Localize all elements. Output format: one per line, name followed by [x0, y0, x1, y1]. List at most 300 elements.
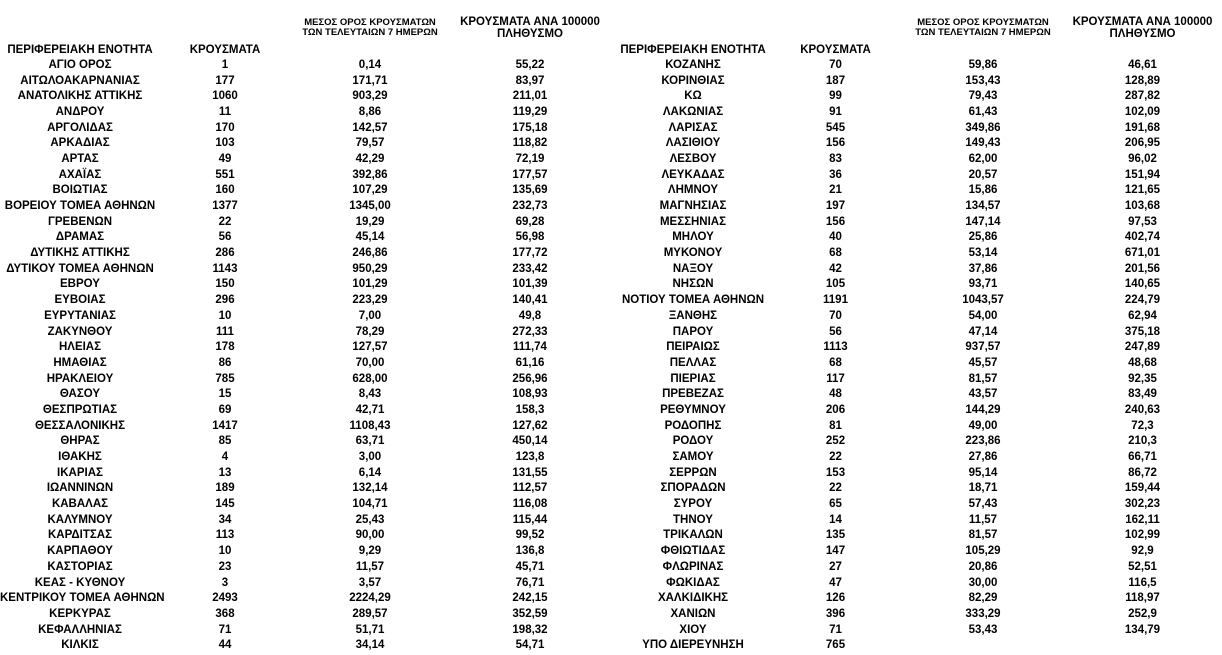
per-100000-cell: 46,61 [1128, 58, 1157, 71]
cases-cell: 1143 [212, 262, 238, 275]
per-100000-cell: 118,82 [512, 137, 548, 150]
per-100000-cell: 115,44 [512, 513, 548, 526]
per-100000-cell: 112,57 [512, 482, 548, 495]
average-cell: 223,86 [965, 435, 1001, 448]
cases-cell: 15 [218, 388, 232, 401]
table-row [618, 88, 1222, 104]
region-name-cell: ΣΥΡΟΥ [673, 498, 713, 511]
region-name-cell: ΠΑΡΟΥ [672, 325, 714, 338]
per-100000-cell: 242,15 [512, 592, 548, 605]
region-name-cell: ΣΑΜΟΥ [672, 451, 714, 464]
table-row [618, 434, 1222, 450]
per-100000-cell: 52,51 [1128, 560, 1157, 573]
table-row [618, 606, 1222, 622]
table-row [618, 245, 1222, 261]
table-row [618, 308, 1222, 324]
average-cell: 289,57 [352, 607, 388, 620]
average-cell: 392,86 [352, 168, 388, 181]
table-row [618, 590, 1222, 606]
per-100000-cell: 123,8 [515, 451, 545, 464]
table-row [0, 590, 610, 606]
table-row [0, 261, 610, 277]
per-100000-cell: 62,94 [1128, 309, 1157, 322]
average-cell: 54,00 [968, 309, 998, 322]
average-cell: 18,71 [968, 482, 998, 495]
average-cell: 105,29 [965, 545, 1001, 558]
per-100000-cell: 375,18 [1124, 325, 1161, 338]
region-name-cell: ΝΗΣΩΝ [672, 278, 714, 291]
average-cell: 57,43 [968, 498, 998, 511]
table-row [0, 418, 610, 434]
average-cell: 132,14 [352, 482, 388, 495]
per-100000-cell: 206,95 [1124, 137, 1161, 150]
average-cell: 134,57 [965, 200, 1001, 213]
cases-cell: 1 [221, 58, 229, 71]
table-row [0, 434, 610, 450]
per-100000-cell: 66,71 [1128, 451, 1157, 464]
average-cell: 1108,43 [349, 419, 391, 432]
table-row [0, 292, 610, 308]
table-row [0, 167, 610, 183]
average-cell: 45,14 [355, 231, 385, 244]
per-100000-cell: 352,59 [512, 607, 548, 620]
left-rows [0, 57, 610, 653]
cases-cell: 22 [829, 482, 842, 495]
average-cell: 20,57 [968, 168, 998, 181]
table-row [0, 245, 610, 261]
table-row [0, 559, 610, 575]
per-100000-cell: 272,33 [512, 325, 548, 338]
cases-cell: 3 [221, 576, 229, 589]
header-cases [160, 0, 290, 58]
header-region-label: ΠΕΡΙΦΕΡΕΙΑΚΗ ΕΝΟΤΗΤΑ [620, 43, 766, 56]
average-cell: 45,57 [968, 356, 998, 369]
average-cell: 223,29 [352, 294, 388, 307]
per-100000-cell: 55,22 [515, 58, 545, 71]
table-row [618, 261, 1222, 277]
region-name-cell: ΚΑΒΑΛΑΣ [51, 498, 109, 511]
average-cell: 27,86 [968, 451, 998, 464]
region-name-cell: ΛΑΡΙΣΑΣ [668, 121, 718, 134]
region-name-cell: ΛΑΣΙΘΙΟΥ [665, 137, 721, 150]
table-row [618, 512, 1222, 528]
cases-cell: 71 [218, 623, 232, 636]
per-100000-cell: 211,01 [512, 90, 548, 103]
cases-cell: 27 [829, 560, 842, 573]
table-row [618, 481, 1222, 497]
header-per-100000 [1063, 0, 1222, 58]
cases-cell: 14 [829, 513, 842, 526]
per-100000-cell: 175,18 [512, 121, 548, 134]
table-row [0, 528, 610, 544]
region-name-cell: ΗΡΑΚΛΕΙΟΥ [46, 372, 114, 385]
cases-cell: 1113 [823, 341, 848, 354]
per-100000-cell: 56,98 [515, 231, 545, 244]
per-100000-cell: 162,11 [1125, 513, 1160, 526]
cases-cell: 551 [215, 168, 235, 181]
region-name-cell: ΑΡΓΟΛΙΔΑΣ [47, 121, 113, 134]
table-row [0, 198, 610, 214]
average-cell: 81,57 [968, 529, 998, 542]
table-row [0, 104, 610, 120]
cases-cell: 99 [829, 90, 842, 103]
average-cell: 11,57 [355, 560, 385, 573]
per-100000-cell: 140,41 [512, 294, 548, 307]
region-name-cell: ΤΗΝΟΥ [673, 513, 713, 526]
average-cell: 59,86 [968, 58, 998, 71]
average-cell: 93,71 [968, 278, 998, 291]
region-name-cell: ΣΕΡΡΩΝ [669, 466, 717, 479]
table-row [618, 135, 1222, 151]
per-100000-cell: 232,73 [512, 200, 548, 213]
average-cell: 127,57 [352, 341, 388, 354]
per-100000-cell: 240,63 [1124, 403, 1161, 416]
cases-cell: 126 [825, 592, 846, 605]
per-100000-cell: 119,29 [512, 105, 548, 118]
region-name-cell: ΝΟΤΙΟΥ ΤΟΜΕΑ ΑΘΗΝΩΝ [621, 294, 765, 307]
cases-cell: 177 [215, 74, 235, 87]
region-name-cell: ΡΕΘΥΜΝΟΥ [660, 403, 726, 416]
header-average-line1: ΜΕΣΟΣ ΟΡΟΣ ΚΡΟΥΣΜΑΤΩΝ [304, 17, 436, 29]
region-name-cell: ΠΡΕΒΕΖΑΣ [662, 388, 724, 401]
region-name-cell: ΕΒΡΟΥ [60, 278, 100, 291]
region-name-cell: ΡΟΔΟΥ [672, 435, 714, 448]
cases-cell: 44 [218, 639, 232, 652]
table-row [0, 120, 610, 136]
header-average-line1: ΜΕΣΟΣ ΟΡΟΣ ΚΡΟΥΣΜΑΤΩΝ [917, 17, 1049, 29]
region-name-cell: ΒΟΡΕΙΟΥ ΤΟΜΕΑ ΑΘΗΝΩΝ [4, 200, 156, 213]
table-row [0, 214, 610, 230]
per-100000-cell: 111,74 [513, 341, 547, 354]
table-row [618, 637, 1222, 653]
average-cell: 42,29 [355, 152, 385, 165]
region-name-cell: ΔΥΤΙΚΟΥ ΤΟΜΕΑ ΑΘΗΝΩΝ [6, 262, 154, 275]
table-row [0, 496, 610, 512]
cases-cell: 22 [218, 215, 232, 228]
region-name-cell: ΚΕΡΚΥΡΑΣ [49, 607, 111, 620]
table-row [618, 575, 1222, 591]
table-row [0, 183, 610, 199]
average-cell: 63,71 [355, 435, 385, 448]
header-average [903, 0, 1063, 59]
per-100000-cell: 198,32 [512, 623, 548, 636]
cases-cell: 71 [829, 623, 842, 636]
header-average-line2: ΤΩΝ ΤΕΛΕΥΤΑΙΩΝ 7 ΗΜΕΡΩΝ [915, 27, 1051, 38]
table-row [618, 418, 1222, 434]
region-name-cell: ΙΩΑΝΝΙΝΩΝ [46, 482, 114, 495]
cases-cell: 545 [825, 121, 846, 134]
region-name-cell: ΙΚΑΡΙΑΣ [57, 466, 103, 479]
table-row [0, 324, 610, 340]
table-row [0, 230, 610, 246]
region-name-cell: ΧΑΝΙΩΝ [670, 607, 716, 620]
per-100000-cell: 45,71 [515, 560, 545, 573]
average-cell: 15,86 [968, 184, 998, 197]
per-100000-cell: 102,99 [1124, 529, 1161, 542]
cases-cell: 65 [829, 498, 842, 511]
region-name-cell: ΦΩΚΙΔΑΣ [666, 576, 720, 589]
per-100000-cell: 151,94 [1124, 168, 1161, 181]
cases-cell: 2493 [212, 592, 238, 605]
region-name-cell: ΚΟΡΙΝΘΙΑΣ [661, 74, 725, 87]
region-name-cell: ΤΡΙΚΑΛΩΝ [663, 529, 723, 542]
per-100000-cell: 140,65 [1124, 278, 1161, 291]
per-100000-cell: 302,23 [1124, 498, 1161, 511]
table-row [618, 167, 1222, 183]
region-name-cell: ΝΑΞΟΥ [672, 262, 714, 275]
cases-cell: 156 [825, 137, 846, 150]
header-per-line2: ΠΛΗΘΥΣΜΟ [1109, 28, 1176, 40]
header-per-line1: ΚΡΟΥΣΜΑΤΑ ΑΝΑ 100000 [460, 15, 600, 28]
cases-cell: 69 [218, 403, 232, 416]
table-row [618, 198, 1222, 214]
average-cell: 8,86 [358, 105, 382, 118]
per-100000-cell: 108,93 [512, 388, 548, 401]
average-cell: 9,29 [358, 545, 382, 558]
region-name-cell: ΜΗΛΟΥ [672, 231, 714, 244]
cases-cell: 147 [825, 545, 846, 558]
cases-cell: 785 [215, 372, 235, 385]
per-100000-cell: 72,19 [515, 152, 545, 165]
cases-cell: 42 [829, 262, 842, 275]
table-row [618, 496, 1222, 512]
header-per-line2: ΠΛΗΘΥΣΜΟ [496, 28, 563, 40]
cases-cell: 81 [829, 419, 842, 432]
average-cell: 333,29 [965, 607, 1001, 620]
cases-cell: 145 [215, 498, 235, 511]
region-name-cell: ΑΝΑΤΟΛΙΚΗΣ ΑΤΤΙΚΗΣ [17, 90, 143, 103]
average-cell: 2224,29 [349, 592, 391, 605]
per-100000-cell: 101,39 [512, 278, 548, 291]
per-100000-cell: 103,68 [1124, 200, 1161, 213]
region-name-cell: ΛΕΥΚΑΔΑΣ [661, 168, 725, 181]
header-per-100000 [450, 0, 610, 58]
region-name-cell: ΠΕΛΛΑΣ [669, 356, 717, 369]
average-cell: 1345,00 [349, 200, 391, 213]
header-region [618, 0, 768, 58]
cases-cell: 170 [215, 121, 235, 134]
cases-cell: 105 [825, 278, 846, 291]
cases-cell: 153 [825, 466, 846, 479]
cases-cell: 56 [829, 325, 842, 338]
cases-cell: 150 [215, 278, 235, 291]
per-100000-cell: 54,71 [515, 639, 545, 652]
cases-cell: 117 [826, 372, 845, 385]
region-name-cell: ΜΑΓΝΗΣΙΑΣ [659, 200, 727, 213]
cases-cell: 49 [218, 152, 232, 165]
region-name-cell: ΘΗΡΑΣ [60, 435, 100, 448]
region-name-cell: ΘΕΣΠΡΩΤΙΑΣ [42, 403, 118, 416]
region-name-cell: ΠΙΕΡΙΑΣ [670, 372, 716, 385]
header-cases-label: ΚΡΟΥΣΜΑΤΑ [189, 43, 261, 56]
average-cell: 81,57 [968, 372, 998, 385]
region-name-cell: ΦΛΩΡΙΝΑΣ [662, 560, 724, 573]
average-cell: 8,43 [358, 388, 382, 401]
header-per-line1: ΚΡΟΥΣΜΑΤΑ ΑΝΑ 100000 [1072, 15, 1213, 28]
per-100000-cell: 49,8 [518, 309, 542, 322]
table-row [618, 355, 1222, 371]
cases-cell: 11 [218, 105, 232, 118]
table-row [618, 214, 1222, 230]
per-100000-cell: 92,9 [1131, 545, 1154, 558]
average-cell: 70,00 [355, 356, 385, 369]
cases-cell: 111 [216, 325, 234, 338]
table-row [0, 339, 610, 355]
table-row [618, 402, 1222, 418]
region-name-cell: ΑΙΤΩΛΟΑΚΑΡΝΑΝΙΑΣ [20, 74, 140, 87]
region-name-cell: ΦΘΙΩΤΙΔΑΣ [660, 545, 726, 558]
cases-cell: 40 [829, 231, 842, 244]
table-row [618, 528, 1222, 544]
region-name-cell: ΑΡΤΑΣ [61, 152, 99, 165]
average-cell: 3,00 [358, 451, 382, 464]
table-row [618, 622, 1222, 638]
average-cell: 25,43 [355, 513, 385, 526]
per-100000-cell: 256,96 [512, 372, 548, 385]
table-row [0, 512, 610, 528]
table-row [618, 339, 1222, 355]
average-cell: 107,29 [352, 184, 388, 197]
average-cell: 42,71 [355, 403, 385, 416]
per-100000-cell: 210,3 [1128, 435, 1157, 448]
cases-cell: 187 [825, 74, 846, 87]
average-cell: 53,43 [968, 623, 998, 636]
per-100000-cell: 83,49 [1128, 388, 1157, 401]
region-name-cell: ΕΥΡΥΤΑΝΙΑΣ [44, 309, 116, 322]
average-cell: 82,29 [968, 592, 998, 605]
average-cell: 147,14 [965, 215, 1001, 228]
average-cell: 950,29 [352, 262, 388, 275]
region-name-cell: ΚΑΡΠΑΘΟΥ [47, 545, 113, 558]
region-name-cell: ΞΑΝΘΗΣ [668, 309, 718, 322]
header-cases [768, 0, 903, 58]
average-cell: 153,43 [965, 74, 1001, 87]
average-cell: 171,71 [352, 74, 388, 87]
cases-cell: 83 [829, 152, 842, 165]
region-name-cell: ΚΕΦΑΛΛΗΝΙΑΣ [38, 623, 122, 636]
average-cell: 11,57 [968, 513, 998, 526]
per-100000-cell: 177,72 [512, 247, 548, 260]
right-rows [618, 57, 1222, 653]
region-name-cell: ΑΝΔΡΟΥ [55, 105, 105, 118]
table-row [0, 575, 610, 591]
per-100000-cell: 135,69 [512, 184, 548, 197]
region-name-cell: ΗΛΕΙΑΣ [58, 341, 102, 354]
per-100000-cell: 131,55 [512, 466, 548, 479]
table-row [618, 151, 1222, 167]
region-name-cell: ΜΥΚΟΝΟΥ [663, 247, 723, 260]
cases-cell: 85 [218, 435, 232, 448]
table-row [618, 183, 1222, 199]
table-row [0, 88, 610, 104]
per-100000-cell: 96,02 [1128, 152, 1157, 165]
region-name-cell: ΘΕΣΣΑΛΟΝΙΚΗΣ [34, 419, 126, 432]
average-cell: 349,86 [965, 121, 1001, 134]
region-name-cell: ΧΙΟΥ [679, 623, 707, 636]
per-100000-cell: 72,3 [1131, 419, 1154, 432]
cases-cell: 48 [829, 388, 842, 401]
per-100000-cell: 76,71 [515, 576, 545, 589]
per-100000-cell: 224,79 [1124, 294, 1161, 307]
cases-cell: 10 [218, 309, 232, 322]
cases-cell: 252 [825, 435, 846, 448]
per-100000-cell: 99,52 [515, 529, 545, 542]
table-row [618, 543, 1222, 559]
per-100000-cell: 134,79 [1124, 623, 1161, 636]
table-row [0, 402, 610, 418]
average-cell: 142,57 [352, 121, 388, 134]
cases-cell: 47 [829, 576, 842, 589]
cases-cell: 22 [829, 451, 842, 464]
table-row [618, 324, 1222, 340]
average-cell: 1043,57 [962, 294, 1004, 307]
average-cell: 0,14 [358, 58, 382, 71]
average-cell: 20,86 [968, 560, 998, 573]
average-cell: 6,14 [358, 466, 382, 479]
header-average-line2: ΤΩΝ ΤΕΛΕΥΤΑΙΩΝ 7 ΗΜΕΡΩΝ [302, 27, 438, 38]
average-cell: 61,43 [968, 105, 998, 118]
region-name-cell: ΛΕΣΒΟΥ [669, 152, 717, 165]
average-cell: 3,57 [358, 576, 382, 589]
region-name-cell: ΣΠΟΡΑΔΩΝ [660, 482, 726, 495]
table-row [0, 277, 610, 293]
average-cell: 34,14 [355, 639, 385, 652]
cases-cell: 1377 [212, 200, 238, 213]
average-cell: 30,00 [968, 576, 998, 589]
cases-cell: 135 [825, 529, 846, 542]
per-100000-cell: 48,68 [1128, 356, 1157, 369]
per-100000-cell: 97,53 [1128, 215, 1157, 228]
table-row [618, 292, 1222, 308]
region-name-cell: ΚΑΣΤΟΡΙΑΣ [47, 560, 113, 573]
table-row [618, 386, 1222, 402]
average-cell: 19,29 [355, 215, 385, 228]
region-name-cell: ΥΠΟ ΔΙΕΡΕΥΝΗΣΗ [642, 639, 744, 652]
average-cell: 53,14 [968, 247, 998, 260]
cases-cell: 70 [829, 58, 842, 71]
region-name-cell: ΚΑΡΔΙΤΣΑΣ [47, 529, 113, 542]
table-row [0, 465, 610, 481]
average-cell: 937,57 [965, 341, 1001, 354]
region-name-cell: ΛΑΚΩΝΙΑΣ [662, 105, 724, 118]
table-row [0, 622, 610, 638]
region-name-cell: ΚΟΖΑΝΗΣ [665, 58, 721, 71]
region-name-cell: ΑΓΙΟ ΟΡΟΣ [48, 58, 112, 71]
cases-cell: 156 [825, 215, 846, 228]
table-row [618, 120, 1222, 136]
average-cell: 149,43 [965, 137, 1001, 150]
cases-cell: 4 [221, 451, 229, 464]
table-row [0, 151, 610, 167]
average-cell: 47,14 [968, 325, 998, 338]
average-cell: 90,00 [355, 529, 385, 542]
average-cell: 51,71 [355, 623, 385, 636]
table-row [0, 355, 610, 371]
per-100000-cell: 247,89 [1124, 341, 1161, 354]
average-cell: 628,00 [352, 372, 388, 385]
per-100000-cell: 252,9 [1128, 607, 1157, 620]
cases-cell: 68 [829, 247, 842, 260]
cases-cell: 13 [218, 466, 232, 479]
per-100000-cell: 83,97 [515, 74, 545, 87]
average-cell: 43,57 [968, 388, 998, 401]
cases-cell: 23 [218, 560, 232, 573]
table-row [618, 465, 1222, 481]
cases-cell: 10 [218, 545, 232, 558]
region-name-cell: ΚΩ [684, 90, 702, 103]
average-cell: 104,71 [352, 498, 388, 511]
cases-cell: 68 [829, 356, 842, 369]
